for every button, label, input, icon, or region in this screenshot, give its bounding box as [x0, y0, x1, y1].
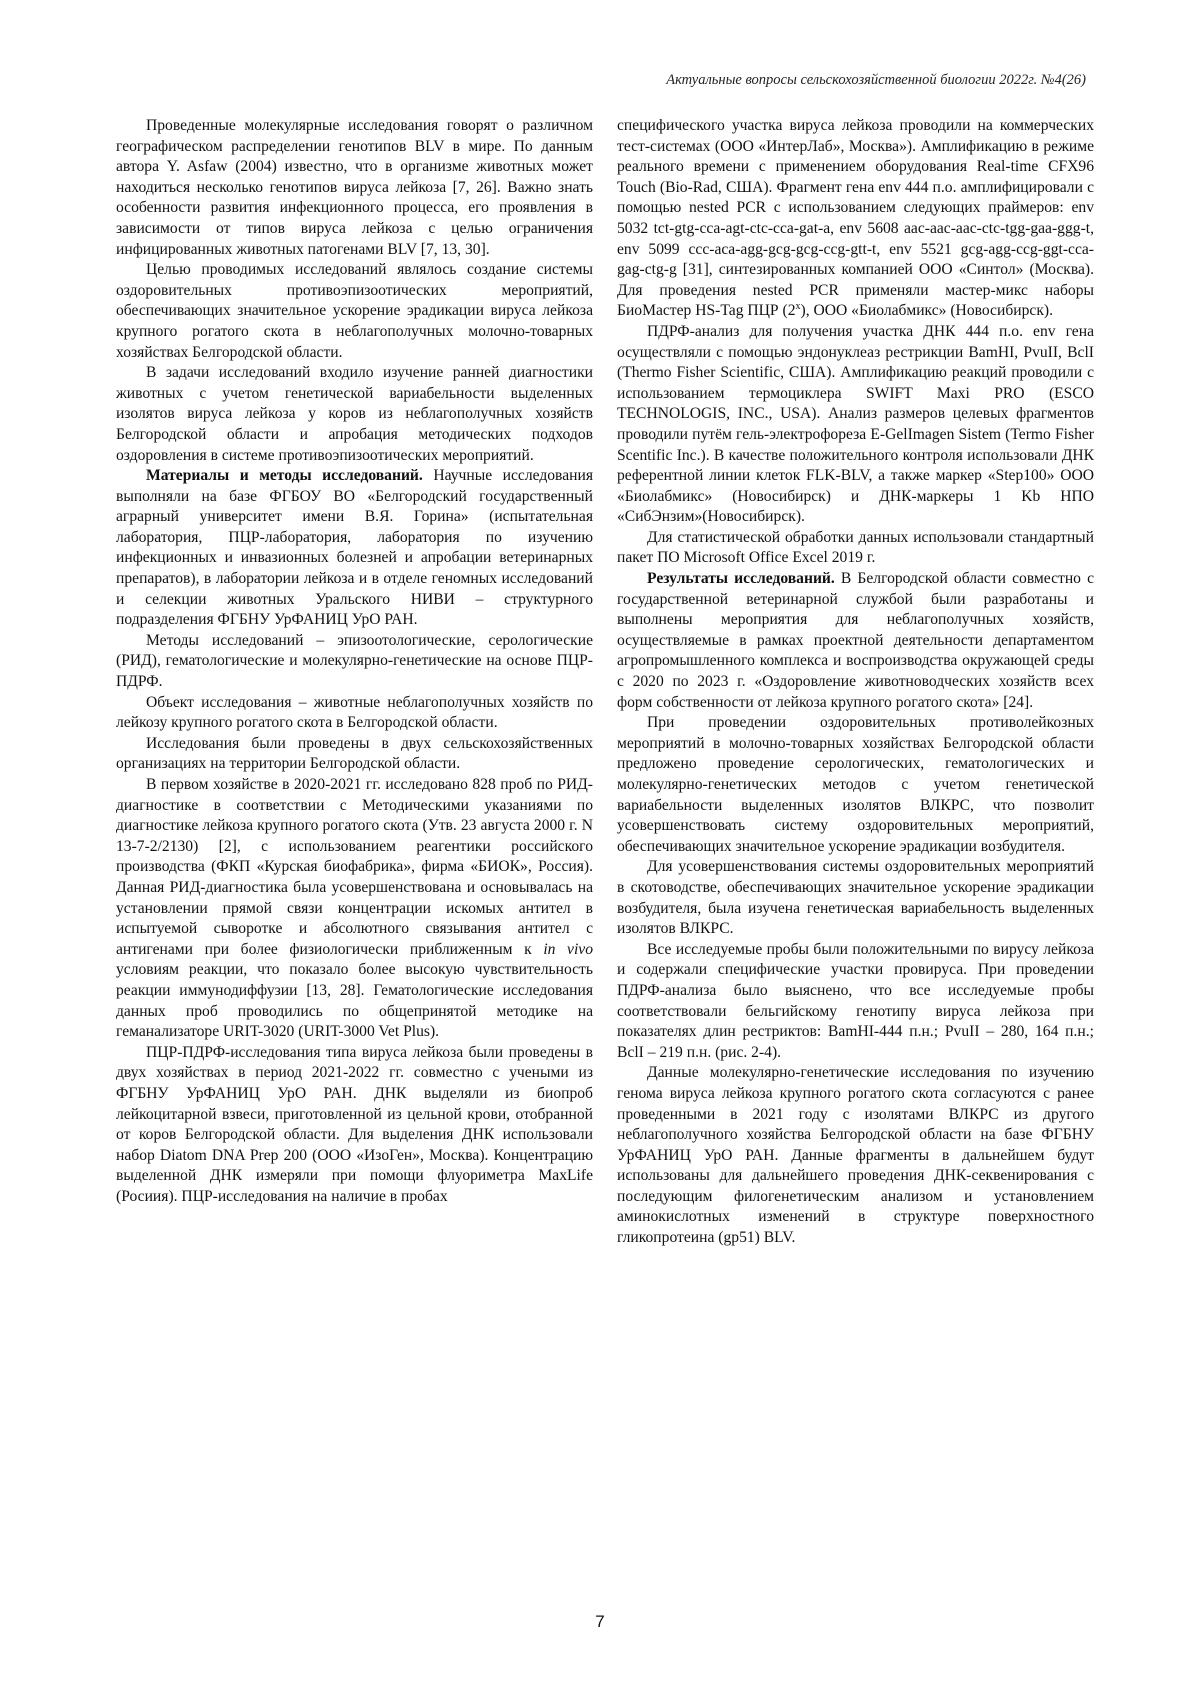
page-number: 7 [595, 1612, 605, 1631]
paragraph-first-farm [116, 775, 593, 1043]
paragraph-organizations: Исследования были проведены в двух сельскохозяйственных организациях на территории Белгородской области. [116, 734, 593, 773]
paragraph-text: ), ООО «Биолабмикс» (Новосибирск). [800, 302, 1053, 320]
running-header: Актуальные вопросы сельскохозяйственной биологии 2022г. №4(26) [666, 72, 1086, 88]
paragraph-results [617, 569, 1094, 713]
paragraph-statistics: Для статистической обработки данных использовали стандартный пакет ПО Microsoft Office Excel 2019 г. [617, 528, 1094, 567]
italic-term: in vivo [543, 940, 594, 958]
section-heading-materials-methods: Материалы и методы исследований. [146, 467, 423, 485]
paragraph-text: Научные исследования выполняли на базе ФГБОУ ВО «Белгородский государственный аграрный университет имени В.Я. Горина» (испытательная лаборатория, ПЦР-лаборатория, лаборатория по изучению инфекционных и инвазионных болезней и апробации ветеринарных препаратов), в лаборатории лейкоза и в отделе геномных исследований и селекции животных Уральского НИВИ – структурного подразделения ФГБНУ УрФАНИЦ УрО РАН. [116, 467, 593, 629]
paragraph-text: В первом хозяйстве в 2020-2021 гг. исследовано 828 проб по РИД-диагностике в соответствии с Методическими указаниями по диагностике лейкоза крупного рогатого скота (Утв. 23 августа 2000 г. N 13-7-2/2130) [2], с использованием реагентики российского производства (ФКП «Курская биофабрика», фирма «БИОК», Россия). Данная РИД-диагностика была усовершенствована и основывалась на установлении прямой связи концентрации искомых антител в испытуемой сыворотке и абсолютного связывания антител с антигенами при более физиологически приближенным к [116, 776, 593, 958]
paragraph-tasks: В задачи исследований входило изучение ранней диагностики животных с учетом генетической вариабельности выделенных изолятов вируса лейкоза у коров из неблагополучных хозяйств Белгородской области и апробация методических подходов оздоровления в системе противоэпизоотических мероприятий. [116, 364, 593, 464]
paragraph-pcr-continued [617, 116, 1094, 322]
superscript: х [795, 301, 801, 313]
paragraph-object: Объект исследования – животные неблагополучных хозяйств по лейкозу крупного рогатого скота в Белгородской области. [116, 693, 593, 732]
paragraph-materials-methods [116, 466, 593, 631]
paragraph-pcr-rflp: ПЦР-ПДРФ-исследования типа вируса лейкоза были проведены в двух хозяйствах в период 2021-2022 гг. совместно с учеными из ФГБНУ УрФАНИЦ УрО РАН. ДНК выделяли из биопроб лейкоцитарной взвеси, приготовленной из цельной крови, отобранной от коров Белгородской области. Для выделения ДНК использовали набор Diatom DNA Prep 200 (ООО «ИзоГен», Москва). Концентрацию выделенной ДНК измеряли при помощи флуориметра MaxLife (Росиия). ПЦР-исследования на наличие в пробах [116, 1043, 593, 1205]
paragraph-conclusion: Данные молекулярно-генетические исследования по изучению генома вируса лейкоза крупного рогатого скота согласуются с ранее проведенными в 2021 году с изолятами ВЛКРС из другого неблагополучного хозяйства Белгородской области на базе ФГБНУ УрФАНИЦ УрО РАН. Данные фрагменты в дальнейшем будут использованы для дальнейшего проведения ДНК-секвенирования с последующим филогенетическим анализом и установлением аминокислотных изменений в структуре поверхностного гликопротеина (gp51) BLV. [617, 1064, 1094, 1247]
paragraph-variability: Для усовершенствования системы оздоровительных мероприятий в скотоводстве, обеспечивающих значительное ускорение эрадикации возбудителя, была изучена генетическая вариабельность выделенных изолятов ВЛКРС. [617, 858, 1094, 938]
paragraph-text: В Белгородской области совместно с государственной ветеринарной службой были разработаны и выполнены мероприятия для неблагополучных хозяйств, осуществляемые в рамках проектной деятельности департаментом агропромышленного комплекса и воспроизводства окружающей среды с 2020 по 2023 г. «Оздоровление животноводческих хозяйств всех форм собственности от лейкоза крупного рогатого скота» [24]. [617, 570, 1094, 711]
left-column [116, 116, 593, 1207]
section-heading-results: Результаты исследований. [647, 570, 835, 588]
paragraph-measures: При проведении оздоровительных противолейкозных мероприятий в молочно-товарных хозяйствах Белгородской области предложено проведение серологических, гематологических и молекулярно-генетических методов с учетом генетической вариабельности выделенных изолятов ВЛКРС, что позволит усовершенствовать систему оздоровительных мероприятий, обеспечивающих значительное ускорение эрадикации возбудителя. [617, 714, 1094, 855]
right-column [617, 116, 1094, 1249]
paragraph-text: условиям реакции, что показало более высокую чувствительность реакции иммунодиффузии [13, 28]. Гематологические исследования данных проб проводились по общепринятой методике на геманализаторе URIT-3020 (URIT-3000 Vet Plus). [116, 961, 593, 1041]
paragraph-rflp-analysis: ПДРФ-анализ для получения участка ДНК 444 п.о. env гена осуществляли с помощью эндонуклеаз рестрикции BamHI, PvuII, BclI (Thermo Fisher Scientific, США). Амплификацию реакций проводили с использованием термоциклера SWIFT Maxi PRO (ESCO TECHNOLOGIS, INC., USA). Анализ размеров целевых фрагментов проводили путём гель-электрофореза E-GelImagen Sistem (Termo Fisher Scentific Inc.). В качестве положительного контроля использовали ДНК референтной линии клеток FLK-BLV, а также маркер «Step100» ООО «Биолабмикс» (Новосибирск) и ДНК-маркеры 1 Kb НПО «СибЭнзим»(Новосибирск). [617, 322, 1094, 526]
paragraph-aim: Целью проводимых исследований являлось создание системы оздоровительных противоэпизоотических мероприятий, обеспечивающих значительное ускорение эрадикации вируса лейкоза крупного рогатого скота в неблагополучных молочно-товарных хозяйствах Белгородской области. [116, 261, 593, 361]
paragraph-genotype: Все исследуемые пробы были положительными по вирусу лейкоза и содержали специфические участки провируса. При проведении ПДРФ-анализа было выяснено, что все исследуемые пробы соответствовали бельгийскому генотипу вируса лейкоза при показателях длин рестриктов: BamHI-444 п.н.; PvuII – 280, 164 п.н.; BclI – 219 п.н. (рис. 2-4). [617, 940, 1094, 1061]
paragraph-methods: Методы исследований – эпизоотологические, серологические (РИД), гематологические и молекулярно-генетические на основе ПЦР-ПДРФ. [116, 631, 593, 691]
paragraph-intro: Проведенные молекулярные исследования говорят о различном географическом распределении генотипов BLV в мире. По данным автора Y. Asfaw (2004) известно, что в организме животных может находиться несколько генотипов вируса лейкоза [7, 26]. Важно знать особенности развития инфекционного процесса, его проявления в зависимости от типов вируса лейкоза с целью ограничения инфицированных животных патогенами BLV [7, 13, 30]. [116, 117, 593, 258]
paragraph-text: специфического участка вируса лейкоза проводили на коммерческих тест-системах (ООО «ИнтерЛаб», Москва»). Амплификацию в режиме реального времени с применением оборудования Real-time CFX96 Touch (Bio-Rad, США). Фрагмент гена env 444 п.о. амплифицировали с помощью nested PCR с использованием следующих праймеров: env 5032 tct-gtg-cca-agt-ctc-cca-gat-a, env 5608 aac-aac-aac-ctc-tgg-gaa-ggg-t, env 5099 ccc-aca-agg-gcg-gcg-ccg-gtt-t, env 5521 gcg-agg-ccg-ggt-cca-gag-ctg-g [31], синтезированных компанией ООО «Синтол» (Москва). Для проведения nested PCR применяли мастер-микс наборы БиоМастер HS-Tag ПЦР (2 [617, 117, 1094, 320]
